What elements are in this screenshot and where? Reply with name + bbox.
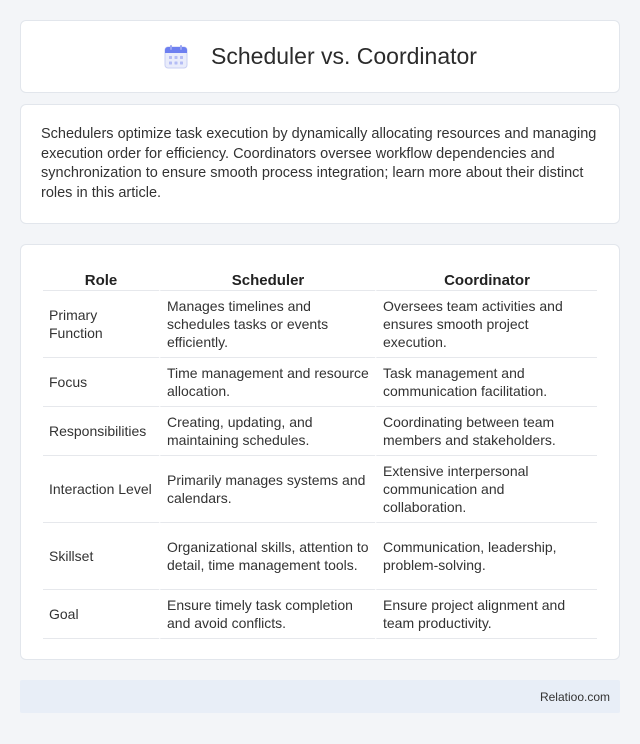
row-label: Goal: [43, 590, 159, 639]
scheduler-cell: Organizational skills, attention to detail, time management tools.: [159, 523, 375, 590]
coordinator-cell: Ensure project alignment and team productivity.: [375, 590, 597, 639]
title-card: [20, 20, 620, 93]
header-coordinator: Coordinator: [375, 265, 597, 291]
row-label: Skillset: [43, 523, 159, 590]
row-label: Focus: [43, 358, 159, 407]
scheduler-cell: Manages timelines and schedules tasks or events efficiently.: [159, 291, 375, 358]
page-title: Scheduler vs. Coordinator: [211, 43, 477, 69]
row-label: Primary Function: [43, 291, 159, 358]
intro-card: [20, 104, 620, 224]
table-row: [43, 407, 597, 456]
coordinator-cell: Extensive interpersonal communication and collaboration.: [375, 456, 597, 523]
calendar-icon: [163, 44, 189, 70]
header-scheduler: Scheduler: [159, 265, 375, 291]
footer-brand[interactable]: Relatioo.com: [539, 689, 610, 704]
table-row: [43, 358, 597, 407]
table-row: [43, 523, 597, 590]
table-row: [43, 590, 597, 639]
coordinator-cell: Communication, leadership, problem-solving.: [375, 523, 597, 590]
footer-bar: [20, 680, 620, 713]
row-label: Responsibilities: [43, 407, 159, 456]
scheduler-cell: Creating, updating, and maintaining schedules.: [159, 407, 375, 456]
header-role: Role: [43, 265, 159, 291]
row-label: Interaction Level: [43, 456, 159, 523]
coordinator-cell: Oversees team activities and ensures smooth project execution.: [375, 291, 597, 358]
comparison-card: [20, 244, 620, 660]
coordinator-cell: Coordinating between team members and stakeholders.: [375, 407, 597, 456]
table-header-row: [43, 265, 597, 291]
table-row: [43, 456, 597, 523]
scheduler-cell: Time management and resource allocation.: [159, 358, 375, 407]
coordinator-cell: Task management and communication facilitation.: [375, 358, 597, 407]
intro-paragraph: Schedulers optimize task execution by dynamically allocating resources and managing execution order for efficiency. Coordinators oversee workflow dependencies and synchronization to ensure smooth process integration; learn more about their distinct roles in this article.: [41, 126, 597, 201]
comparison-table: [43, 265, 597, 639]
table-row: [43, 291, 597, 358]
scheduler-cell: Primarily manages systems and calendars.: [159, 456, 375, 523]
scheduler-cell: Ensure timely task completion and avoid conflicts.: [159, 590, 375, 639]
